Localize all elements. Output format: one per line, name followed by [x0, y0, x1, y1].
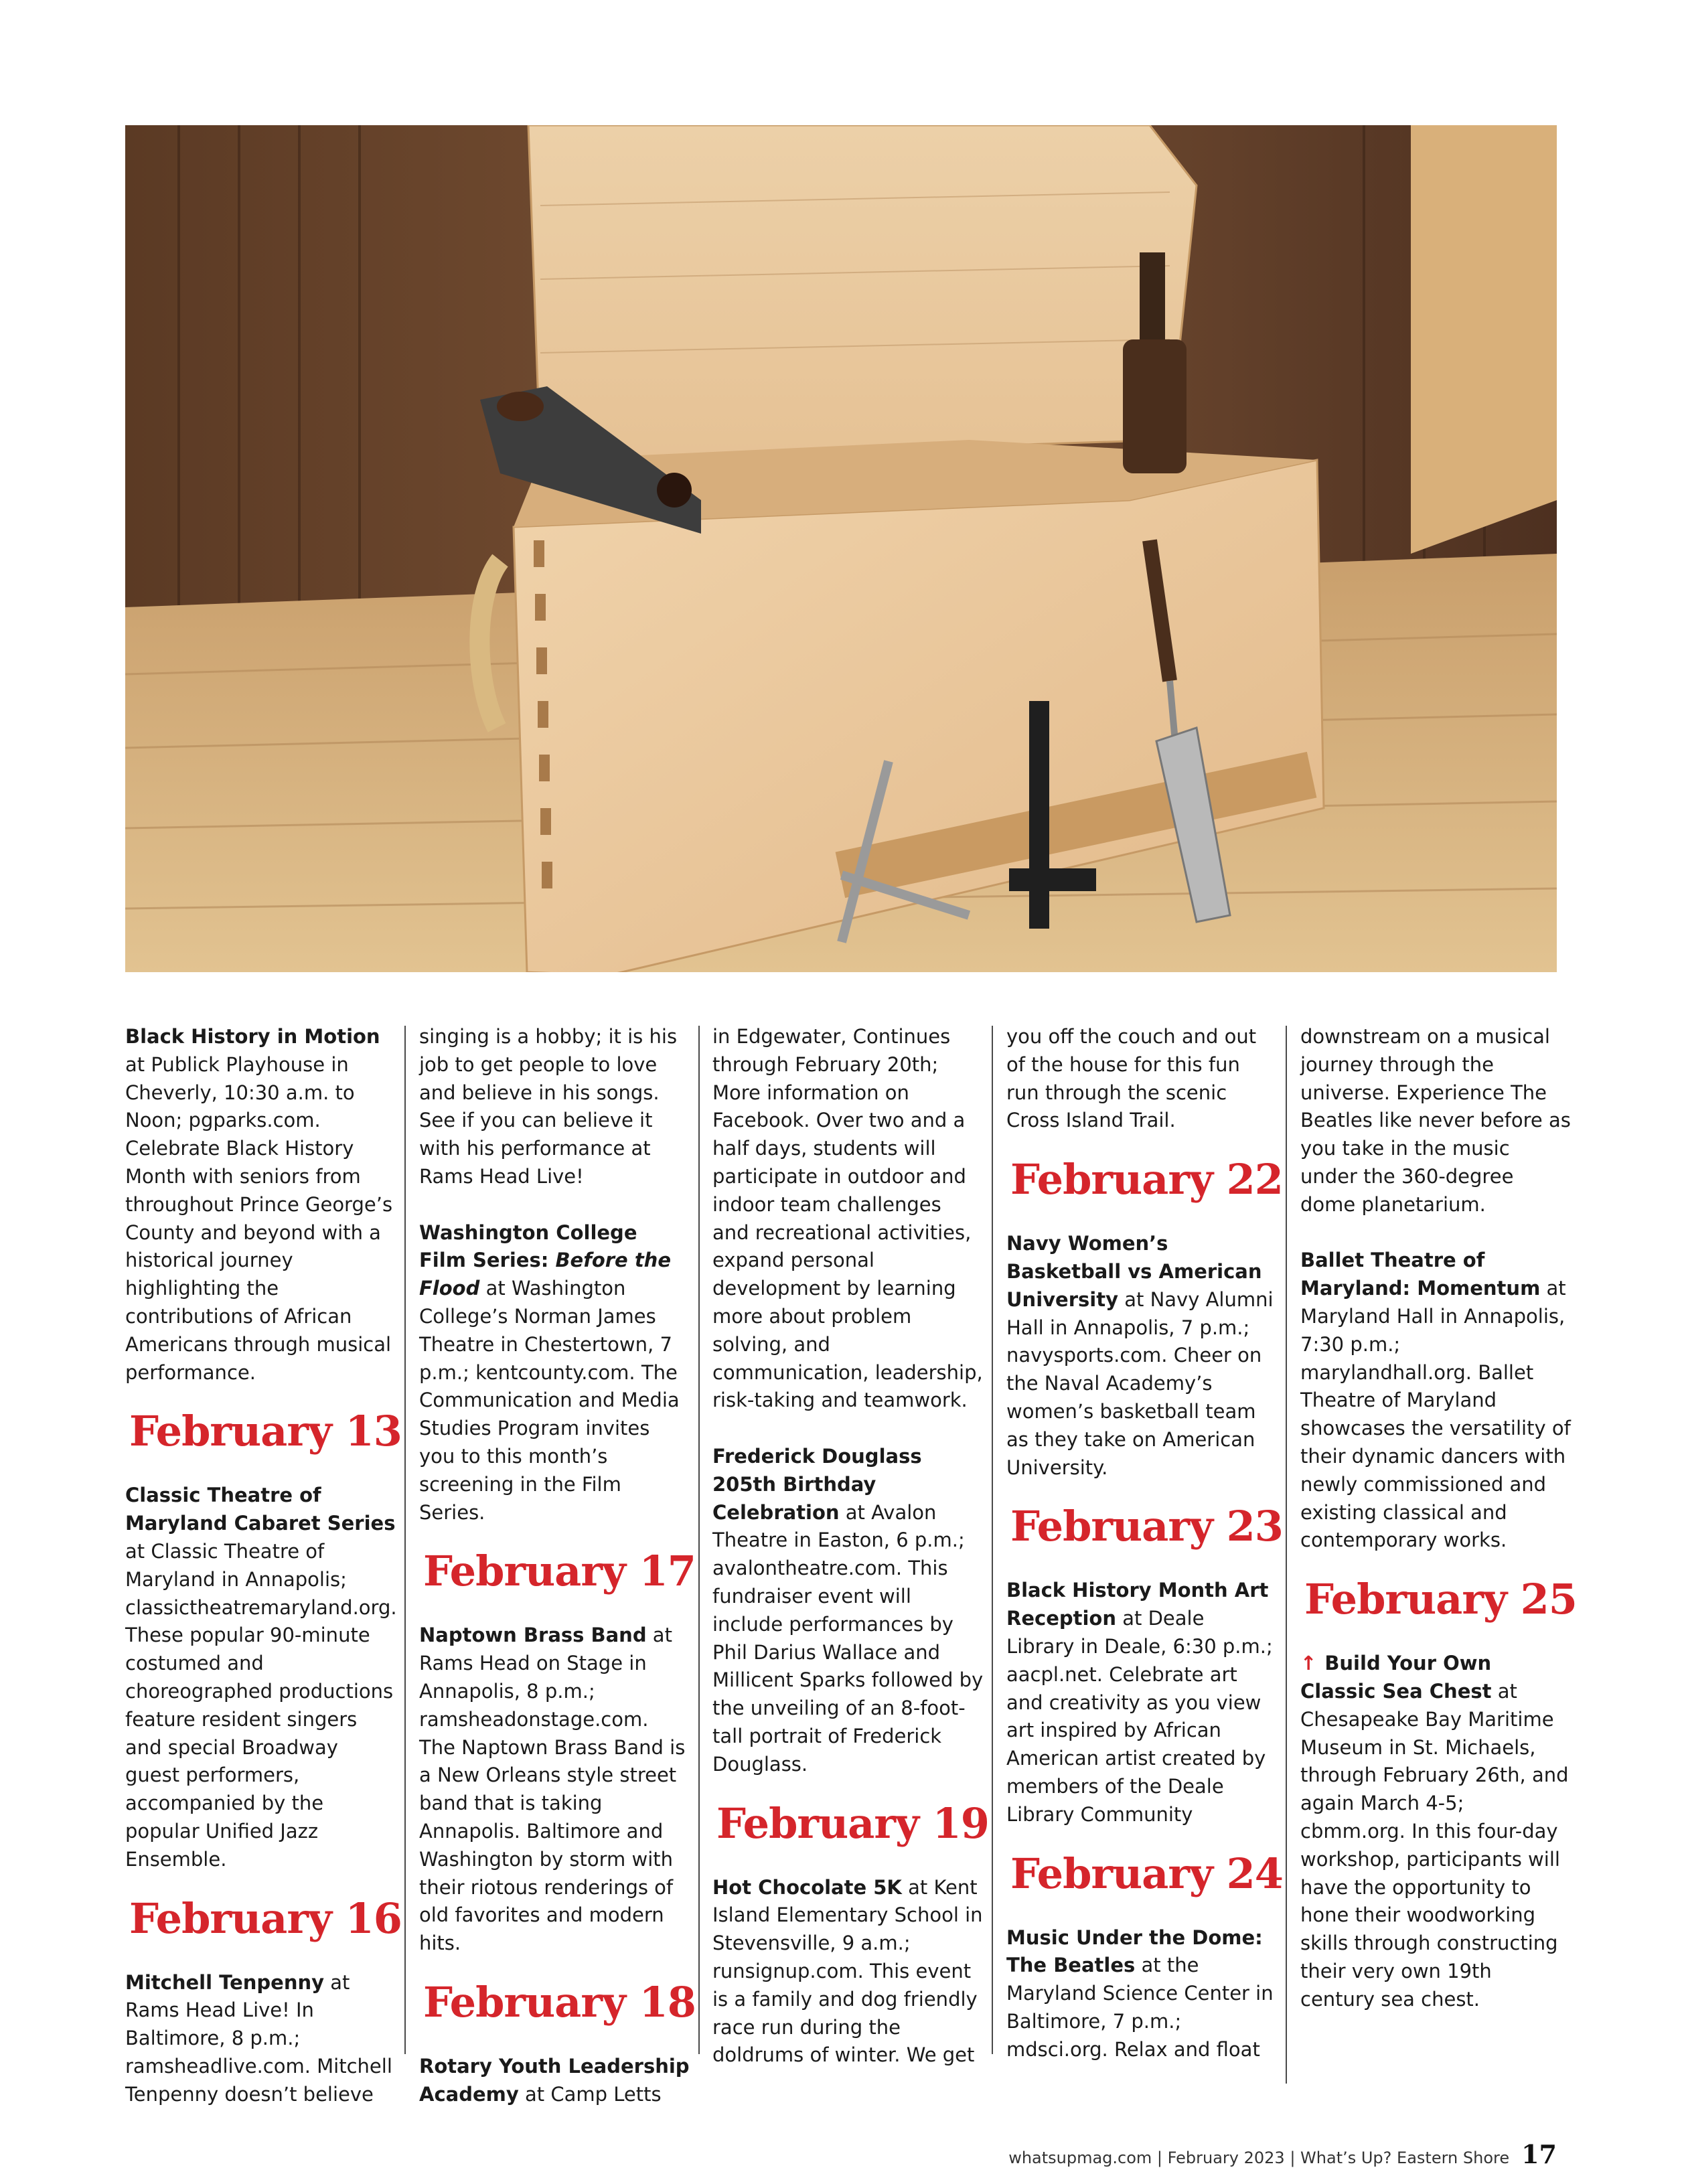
date-heading: February 17	[423, 1547, 696, 1596]
column-rule	[404, 1026, 406, 2054]
event-title: Music Under the Dome: The Beatles	[1006, 1926, 1263, 1977]
event-music-under-the-dome	[1006, 1924, 1278, 2064]
column-1	[125, 1023, 402, 2109]
event-details: in Edgewater, Continues through February 20th; More information on Facebook. Over two and a half days, students will participate in outdoor and indoor team challenges and recreational activities, expand personal development by learning more about problem solving, and communication, leadership, risk-taking and teamwork.	[712, 1025, 983, 1412]
event-frederick-douglass	[712, 1443, 984, 1779]
event-black-history-in-motion	[125, 1023, 396, 1387]
event-title: Hot Chocolate 5K	[712, 1875, 902, 1899]
event-title: Classic Theatre of Maryland Cabaret Series	[125, 1484, 396, 1535]
film-title: Before the Flood	[419, 1249, 671, 1300]
event-washington-college-film	[419, 1219, 690, 1527]
event-details: at Rams Head Live! In Baltimore, 8 p.m.; ramsheadlive.com. Mitchell Tenpenny doesn’t believe	[125, 1970, 392, 2106]
event-naptown-brass-band	[419, 1622, 690, 1958]
date-heading: February 18	[423, 1977, 696, 2027]
event-classic-theatre-cabaret	[125, 1482, 396, 1873]
date-heading: February 22	[1010, 1155, 1283, 1204]
event-ballet-theatre-momentum	[1300, 1247, 1572, 1555]
event-title: Build Your Own Classic Sea Chest	[1300, 1652, 1492, 1703]
spacer	[1300, 1219, 1572, 1247]
event-details: at Washington College’s Norman James Theatre in Chestertown, 7 p.m.; kentcounty.com. The Communication and Media Studies Program invites you to this month’s screening in the Film Series.	[419, 1277, 680, 1524]
event-mitchell-tenpenny	[125, 1969, 396, 2109]
spacer	[712, 1415, 984, 1443]
event-title: Black History Month Art Reception	[1006, 1579, 1269, 1630]
arrow-up-icon: ↑	[1300, 1652, 1317, 1675]
event-details: at Navy Alumni Hall in Annapolis, 7 p.m.; navysports.com. Cheer on the Naval Academy’s women’s basketball team as they take on American University.	[1006, 1288, 1274, 1479]
event-continued-text	[419, 1023, 690, 1191]
event-details: downstream on a musical journey through the universe. Experience The Beatles like never before as you take in the music under the 360-degree dome planetarium.	[1300, 1025, 1571, 1216]
event-details: at Deale Library in Deale, 6:30 p.m.; aacpl.net. Celebrate art and creativity as you view art inspired by African American artist created by members of the Deale Library Community	[1006, 1607, 1273, 1826]
event-details: at Kent Island Elementary School in Stevensville, 9 a.m.; runsignup.com. This event is a family and dog friendly race run during the doldrums of winter. We get	[712, 1875, 983, 2067]
date-heading: February 13	[129, 1407, 402, 1456]
event-navy-womens-basketball	[1006, 1230, 1278, 1482]
event-details: at Avalon Theatre in Easton, 6 p.m.; avalontheatre.com. This fundraiser event will include performances by Phil Darius Wallace and Millicent Sparks followed by the unveiling of an 8-foot-tall portrait of Frederick Douglass.	[712, 1500, 984, 1776]
date-heading: February 16	[129, 1893, 402, 1943]
event-details: at Camp Letts	[518, 2082, 662, 2106]
event-details: at Publick Playhouse in Cheverly, 10:30 a.m. to Noon; pgparks.com. Celebrate Black History Month with seniors from throughout Prince George’s County and beyond with a historical journey highlighting the contributions of African Americans through musical performance.	[125, 1052, 393, 1384]
event-details: at Maryland Hall in Annapolis, 7:30 p.m.; marylandhall.org. Ballet Theatre of Maryland showcases the versatility of their dynamic dancers with newly commissioned and existing classical and contemporary works.	[1300, 1277, 1571, 1552]
event-title: Rotary Youth Leadership Academy	[419, 2054, 690, 2106]
event-details: at Rams Head on Stage in Annapolis, 8 p.m.; ramsheadonstage.com. The Naptown Brass Band is a New Orleans style street band that is taking Annapolis. Baltimore and Washington by storm with their riotous renderings of old favorites and modern hits.	[419, 1624, 686, 1955]
event-title: Black History in Motion	[125, 1025, 380, 1048]
page-footer	[1008, 2139, 1557, 2169]
event-title: Washington College Film Series:	[419, 1221, 637, 1272]
event-title: Naptown Brass Band	[419, 1624, 647, 1647]
column-rule	[698, 1026, 700, 2054]
spacer	[419, 1191, 690, 1219]
footer-text: whatsupmag.com | February 2023 | What’s Up? Eastern Shore	[1008, 2149, 1510, 2167]
event-details: at Chesapeake Bay Maritime Museum in St. Michaels, through February 26th, and again March 4-5; cbmm.org. In this four-day workshop, participants will have the opportunity to hone their woodworking skills through constructing their very own 19th century sea chest.	[1300, 1679, 1569, 2011]
date-heading: February 24	[1010, 1849, 1283, 1898]
event-details: at the Maryland Science Center in Baltimore, 7 p.m.; mdsci.org. Relax and float	[1006, 1954, 1274, 2061]
event-build-sea-chest	[1300, 1650, 1572, 2013]
column-3	[712, 1023, 989, 2070]
event-continued-text	[712, 1023, 984, 1415]
page-number: 17	[1521, 2139, 1557, 2169]
event-rotary-youth-leadership	[419, 2053, 690, 2109]
sea-chest-photo	[125, 125, 1557, 972]
column-rule	[1286, 1026, 1287, 2084]
date-heading: February 23	[1010, 1502, 1283, 1551]
event-details: you off the couch and out of the house for this fun run through the scenic Cross Island Trail.	[1006, 1025, 1257, 1132]
event-details: at Classic Theatre of Maryland in Annapolis; classictheatremaryland.org. These popular 90-minute costumed and choreographed productions feature resident singers and special Broadway guest performers, accompanied by the popular Unified Jazz Ensemble.	[125, 1539, 397, 1871]
event-title: Ballet Theatre of Maryland: Momentum	[1300, 1249, 1541, 1300]
sea-chest-illustration	[125, 125, 1557, 972]
date-heading: February 25	[1304, 1575, 1577, 1624]
event-title: Frederick Douglass 205th Birthday Celebration	[712, 1444, 922, 1524]
event-details: singing is a hobby; it is his job to get people to love and believe in his songs. See if you can believe it with his performance at Rams Head Live!	[419, 1025, 678, 1188]
event-continued-text	[1006, 1023, 1278, 1135]
event-continued-text	[1300, 1023, 1572, 1219]
date-heading: February 19	[716, 1798, 989, 1848]
event-hot-chocolate-5k	[712, 1874, 984, 2070]
event-title: Navy Women’s Basketball vs American University	[1006, 1232, 1262, 1311]
column-2	[419, 1023, 696, 2109]
column-5	[1300, 1023, 1577, 2014]
event-black-history-art-reception	[1006, 1577, 1278, 1828]
event-title: Mitchell Tenpenny	[125, 1970, 325, 1994]
column-4	[1006, 1023, 1283, 2064]
column-rule	[992, 1026, 993, 2054]
